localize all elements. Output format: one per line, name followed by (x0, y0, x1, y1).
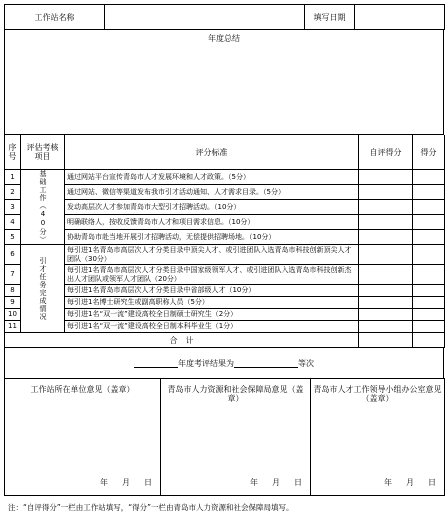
row-standard: 通过网站平台宣传青岛市人才发展环境和人才政策。（5分） (65, 170, 359, 185)
date-line: 年 月 日 (384, 478, 436, 487)
row-standard: 每引进1名青岛市高层次人才分类目录中省部级人才（10分） (65, 285, 359, 297)
score-total[interactable] (413, 333, 445, 348)
opinion-table (4, 378, 445, 496)
row-standard: 每引进1名“双一流”建设高校全日制硕士研究生（2分） (65, 309, 359, 321)
row-standard: 每引进1名青岛市高层次人才分类目录中国家级领军人才、或引进团队入选青岛市科技创新杰出人才团队或领军人才团队（20分） (65, 265, 359, 285)
date-line: 年 月 日 (250, 478, 302, 487)
row-standard: 每引进1名青岛市高层次人才分类目录中顶尖人才、或引进团队入选青岛市科技创新顶尖人才团队（30分） (65, 245, 359, 265)
annual-summary-box[interactable] (5, 30, 444, 135)
col-seq-header: 序号 (5, 135, 21, 170)
col-self-score-header: 自评得分 (359, 135, 413, 170)
row-standard: 通过网站、微信等渠道发布我市引才活动通知、人才需求目录。（5分） (65, 185, 359, 200)
score-cell[interactable] (413, 215, 445, 230)
row-number: 6 (5, 245, 21, 265)
employer-opinion-title: 工作站所在单位意见（盖章） (30, 385, 135, 394)
row-number: 1 (5, 170, 21, 185)
score-cell[interactable] (413, 285, 445, 297)
row-number: 2 (5, 185, 21, 200)
row-standard: 每引进1名博士研究生或副高职称人员（5分） (65, 297, 359, 309)
self-score-cell[interactable] (359, 245, 413, 265)
score-cell[interactable] (413, 321, 445, 333)
annual-summary-title: 年度总结 (208, 34, 240, 43)
col-item-header: 评估考核项目 (21, 135, 65, 170)
row-standard: 发动高层次人才参加青岛市大型引才招聘活动。（10分） (65, 200, 359, 215)
self-score-cell[interactable] (359, 297, 413, 309)
row-standard: 协助青岛市赴当地开展引才招聘活动，无偿提供招聘场地。（10分） (65, 230, 359, 245)
self-score-cell[interactable] (359, 230, 413, 245)
self-score-cell[interactable] (359, 265, 413, 285)
footnote: 注：“自评得分”一栏由工作站填写，“得分”一栏由青岛市人力资源和社会保障局填写。 (8, 503, 294, 512)
row-number: 9 (5, 297, 21, 309)
self-score-cell[interactable] (359, 215, 413, 230)
self-score-total[interactable] (359, 333, 413, 348)
row-number: 11 (5, 321, 21, 333)
employer-opinion-box[interactable] (5, 379, 161, 496)
self-score-cell[interactable] (359, 321, 413, 333)
result-suffix: 等次 (298, 358, 314, 368)
talent-office-opinion-title: 青岛市人才工作领导小组办公室意见（盖章） (313, 385, 442, 403)
total-label: 合 计 (5, 333, 359, 348)
station-name-label: 工作站名称 (5, 5, 105, 30)
row-number: 10 (5, 309, 21, 321)
score-cell[interactable] (413, 170, 445, 185)
self-score-cell[interactable] (359, 170, 413, 185)
self-score-cell[interactable] (359, 200, 413, 215)
summary-table (4, 30, 444, 135)
fill-date-field[interactable] (355, 5, 445, 30)
score-cell[interactable] (413, 230, 445, 245)
score-cell[interactable] (413, 185, 445, 200)
row-number: 3 (5, 200, 21, 215)
annual-result-line (4, 348, 444, 378)
score-cell[interactable] (413, 245, 445, 265)
row-number: 7 (5, 265, 21, 285)
row-number: 4 (5, 215, 21, 230)
talent-office-opinion-box[interactable] (311, 379, 445, 496)
score-cell[interactable] (413, 265, 445, 285)
row-number: 5 (5, 230, 21, 245)
self-score-cell[interactable] (359, 309, 413, 321)
scoring-table (4, 135, 445, 348)
col-score-header: 得分 (413, 135, 445, 170)
station-name-field[interactable] (105, 5, 305, 30)
hrss-opinion-title: 青岛市人力资源和社会保障局意见（盖章） (167, 385, 304, 403)
date-line: 年 月 日 (100, 478, 152, 487)
hrss-opinion-box[interactable] (161, 379, 311, 496)
row-standard: 明确联络人，按收反馈青岛市人才和项目需求信息。（10分） (65, 215, 359, 230)
result-year-blank[interactable] (134, 358, 178, 368)
header-table (4, 4, 445, 30)
col-standard-header: 评分标准 (65, 135, 359, 170)
row-standard: 每引进1名“双一流”建设高校全日制本科毕业生（1分） (65, 321, 359, 333)
fill-date-label: 填写日期 (305, 5, 355, 30)
result-grade-blank[interactable] (234, 358, 298, 368)
self-score-cell[interactable] (359, 185, 413, 200)
self-score-cell[interactable] (359, 285, 413, 297)
result-prefix: 年度考评结果为 (178, 358, 234, 368)
score-cell[interactable] (413, 200, 445, 215)
section-basic-work: 基础工作（40分） (21, 170, 65, 245)
score-cell[interactable] (413, 297, 445, 309)
section-recruitment: 引才任务完成情况 (21, 245, 65, 333)
score-cell[interactable] (413, 309, 445, 321)
row-number: 8 (5, 285, 21, 297)
